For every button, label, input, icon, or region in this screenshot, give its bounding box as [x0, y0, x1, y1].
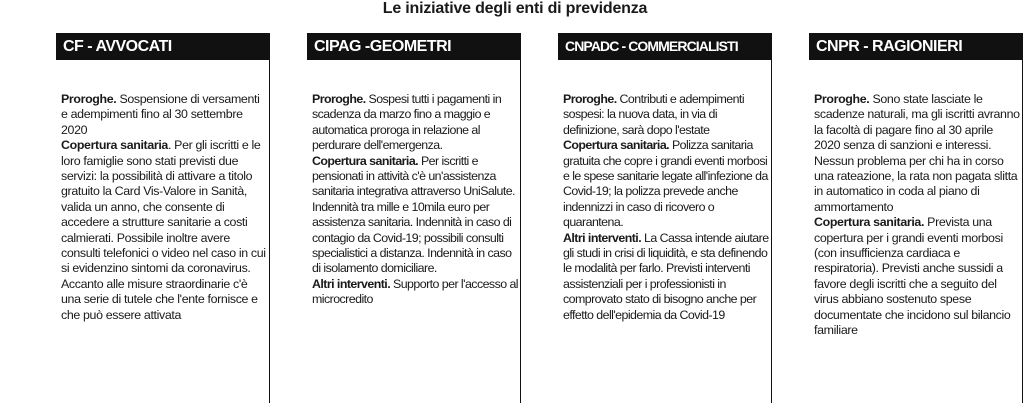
column-header: CF - AVVOCATI	[56, 33, 270, 60]
column-cnpr-ragionieri	[809, 33, 1023, 403]
section-label: Copertura sanitaria.	[814, 215, 925, 230]
section-text: Prevista una copertura per i grandi eventi morbosi (con insufficienza cardiaca e respiratoria). Previsti anche sussidi a favore degli iscritti che a seguito del virus abbiano sostenuto spese documentate che incidono sul bilancio familiare	[814, 215, 1011, 338]
section-altri-interventi	[312, 277, 518, 308]
section-label: Proroghe	[312, 92, 363, 106]
column-body	[563, 92, 769, 323]
section-copertura-sanitaria	[814, 215, 1020, 338]
column-header: CIPAG -GEOMETRI	[307, 33, 521, 60]
column-divider	[771, 60, 772, 403]
section-label-punct: .	[613, 92, 617, 106]
column-header: CNPADC - COMMERCIALISTI	[558, 33, 772, 60]
section-text: Sospensione di versamenti e adempimenti fino al 30 settembre 2020	[61, 92, 260, 137]
section-text: Sospesi tutti i pagamenti in scadenza da marzo fino a maggio e automatica proroga in relazione al perdurare dell'emergenza.	[312, 92, 502, 153]
section-text: Contributi e adempimenti sospesi: la nuova data, in via di definizione, sarà dopo l'estate	[563, 92, 745, 137]
column-body	[814, 92, 1020, 339]
column-cnpadc-commercialisti	[558, 33, 772, 403]
section-text: Polizza sanitaria gratuita che copre i grandi eventi morbosi e le spese sanitarie legate all'infezione da Covid-19; la polizza prevede anche indennizzi in caso di ricovero o quarantena.	[563, 138, 768, 230]
section-text: Sono state lasciate le scadenze naturali, ma gli iscritti avranno la facoltà di pagare fino al 30 aprile 2020 senza di sanzioni e interessi. Nessun problema per chi ha in corso una rateazione, la rata non pagata slitta in automatico in coda al piano di ammortamento	[814, 92, 1020, 214]
page-title: Le iniziative degli enti di previdenza	[382, 0, 648, 17]
section-copertura-sanitaria	[61, 138, 267, 323]
section-label: Copertura sanitaria	[61, 138, 168, 153]
section-copertura-sanitaria	[312, 154, 518, 277]
section-label: Copertura sanitaria	[563, 138, 667, 153]
column-cipag-geometri	[307, 33, 521, 403]
column-body	[61, 92, 267, 323]
section-proroghe	[814, 92, 1020, 215]
section-label-punct: .	[362, 92, 366, 106]
section-proroghe	[312, 92, 518, 154]
section-label-punct: .	[387, 276, 391, 291]
section-label: Altri interventi	[312, 276, 388, 291]
section-label-punct: .	[666, 138, 670, 153]
section-altri-interventi	[563, 231, 769, 323]
column-divider	[1022, 60, 1023, 403]
section-text: Per iscritti e pensionati in attività c'è un'assistenza sanitaria integrativa attraverso UniSalute. Indennità tra mille e 10mila euro per assistenza sanitaria. Indennità in caso di contagio da Covid-19; possibili consulti specialistici a distanza. Indennità in caso di isolamento domiciliare.	[312, 153, 515, 276]
column-body	[312, 92, 518, 308]
section-label-punct: .	[866, 92, 870, 106]
section-label: Altri interventi	[563, 230, 639, 245]
section-label: Proroghe	[61, 92, 114, 106]
section-text: Supporto per l'accesso al microcredito	[312, 276, 518, 307]
column-cf-avvocati	[56, 33, 270, 403]
column-divider	[520, 60, 521, 403]
section-copertura-sanitaria	[563, 138, 769, 230]
section-label-punct: .	[638, 230, 642, 245]
section-label: Proroghe	[563, 92, 614, 106]
section-proroghe	[61, 92, 267, 138]
section-label: Proroghe	[814, 92, 867, 106]
section-text: La Cassa intende aiutare gli studi in crisi di liquidità, e sta definendo le modalità per farlo. Previsti interventi assistenziali per i professionisti in comprovato stato di bisogno anche per effetto dell'epidemia da Covid-19	[563, 230, 769, 322]
section-text: . Per gli iscritti e le loro famiglie sono stati previsti due servizi: la possibilità di attivare a titolo gratuito la Card Vis-Valore in Sanità, valida un anno, che consente di accedere a strutture sanitarie a costi calmierati. Possibile inoltre avere consulti telefonici o video nel caso in cui si evidenzino sintomi da coronavirus. Accanto alle misure straordinarie c'è una serie di tutele che l'ente fornisce e che può essere attivata	[61, 138, 266, 322]
section-proroghe	[563, 92, 769, 138]
column-divider	[269, 60, 270, 403]
section-label-punct: .	[113, 92, 117, 106]
column-header: CNPR - RAGIONIERI	[809, 33, 1023, 60]
section-label: Copertura sanitaria.	[312, 153, 419, 168]
